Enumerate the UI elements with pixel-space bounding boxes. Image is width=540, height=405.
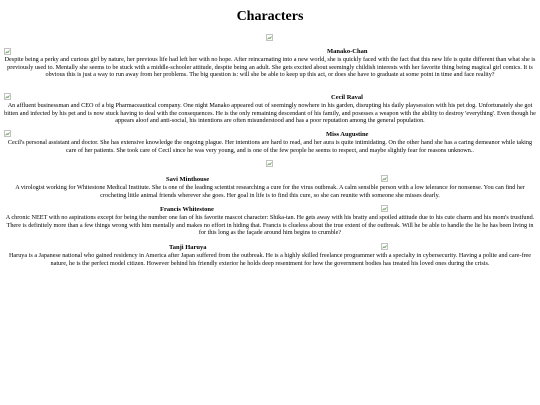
character-bio: Despite being a perky and curious girl by nature, her previous life had left her with no hope. After reincarnating into a new world, she is quickly faced with the fact that this new life is quite different than what she is previously used to. Mentally she seems to be stuck with a middle-schooler attitude, despite being an adult. She gets excited about seemingly childish interests with her favorite thing being magical girl comics. It is obvious this is just a way to run away from her problems. The big question is: will she be able to keep up this act, or does she have to graduate at some point in time and face reality? [4,56,536,79]
character-bio: A virologist working for Whitestone Medical Institute. She is one of the leading scientist researching a cure for the virus outbreak. A calm sensible person with a low telerance for nonsense. You can find her crocheting little animal friends wherever she goes. Her goal in life is to find this cure, so she can reunite with someone she misses dearly. [15,184,525,199]
character-bio: An affluent businessman and CEO of a big Pharmaceautical company. One night Manako appeared out of seemingly nowhere in his garden, disrupting his daily playsession with his pet dog. Unfortunately she got bitten and infected by his pet and is now stuck having to deal with the consequences. He is the only remaining descendant of his family, and posesses a weapon with the ability to destroy 'everything'. Even though he appears aloof and anti-social, his intentions are often misunderstood and has a poor reputation among the general population. [4,102,536,125]
character-bio: A chronic NEET with no aspirations except for being the number one fan of his favorite mascot character: Shika-tan. He gets away with his bratty and spoiled attitude due to his cute charm and his mom's trustfund. There is definitely more than a few things wrong with him mentally and makes no effort in hiding that. Francis is clueless about the true extent of the outbreak. Will he be able to handle the lie he has been living in for this long as the façade around him begins to crumble? [5,214,535,237]
broken-image-icon [266,160,273,167]
broken-image-icon [381,205,388,212]
character-name: Tanji Haruya [169,244,207,251]
character-name: Manako-Chan [327,48,368,55]
character-name: Cecil Raval [331,94,363,101]
broken-image-icon [4,93,11,100]
broken-image-icon [381,243,388,250]
broken-image-icon [4,130,11,137]
page-title: Characters [236,9,304,24]
broken-image-icon [266,34,273,41]
character-name: Savi Minthouse [166,176,210,183]
character-name: Francis Whitestone [160,206,214,213]
broken-image-icon [4,48,11,55]
character-name: Miss Augustine [326,131,369,138]
character-bio: Haruya is a Japanese national who gained residency in America after Japan suffered from the outbreak. He is a highly skilled freelance programmer with a specialty in cybersecurity. Having a polite and care-free nature, he is the perfect model citizen. However behind his friendly exterior he holds deep resentment for how the government bodies has treated his loved ones during the crisis. [8,252,532,267]
character-bio: Cecil's personal assistant and doctor. She has extensive knowledge the ongoing plague. Her intentions are hard to read, and her aura is quite intimidating. On the other hand she has a caring demeanor while taking care of her patients. She took care of Cecil since he was very young, and is one of the few people he seems to respect, and maybe slightly fear for reasons unknown.. [7,139,533,154]
broken-image-icon [381,175,388,182]
